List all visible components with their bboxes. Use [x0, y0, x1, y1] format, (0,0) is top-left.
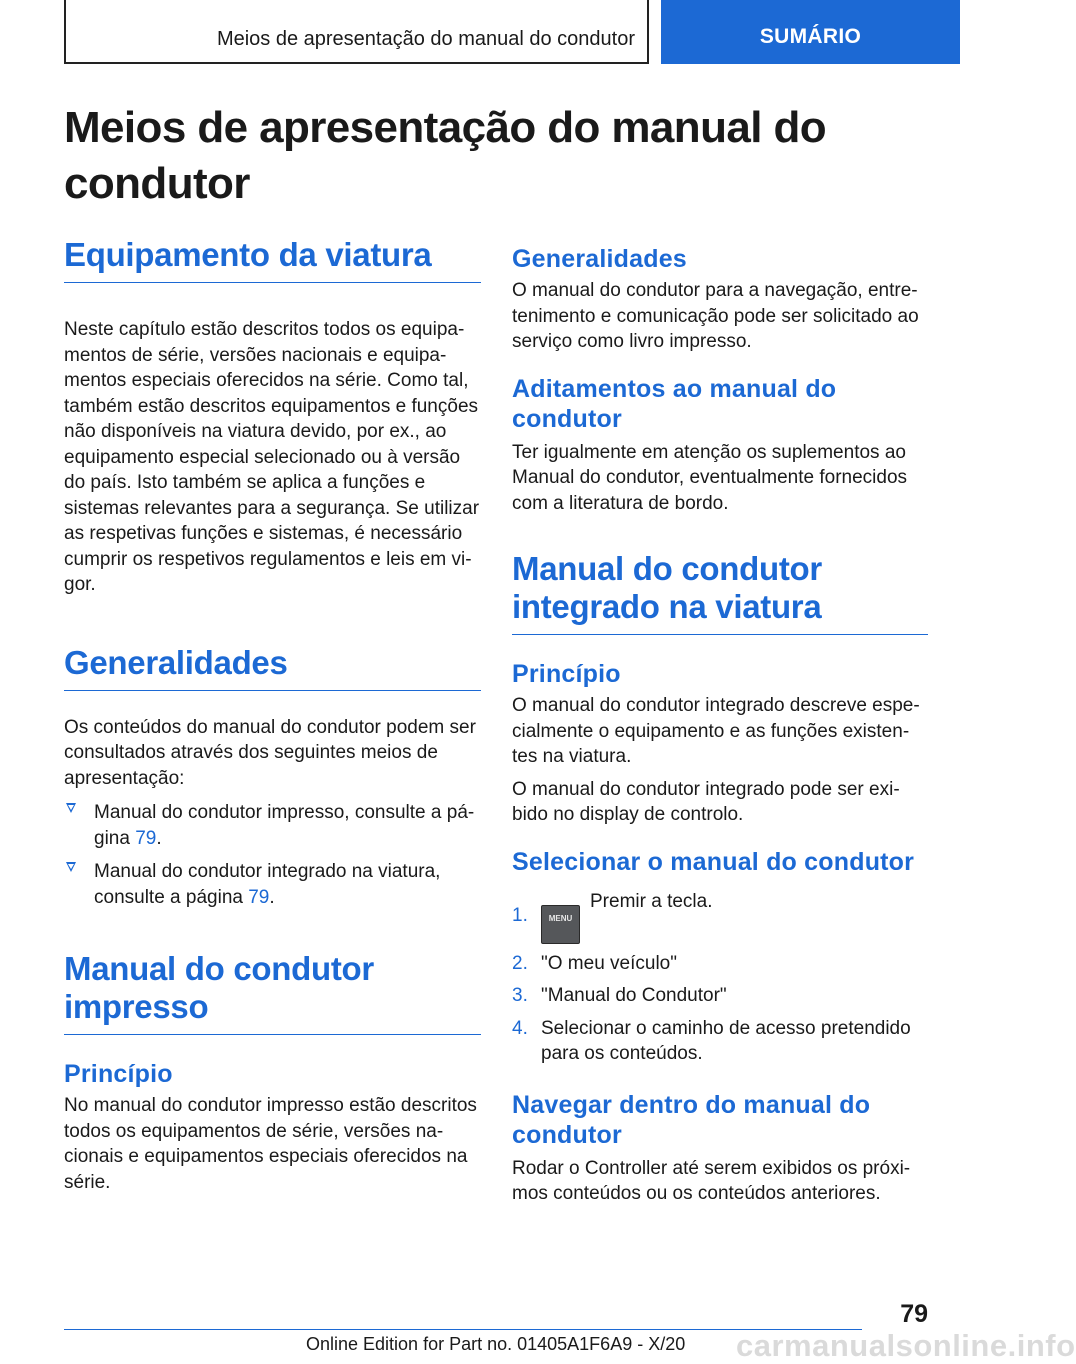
- heading-integrado: Manual do condutor integrado na viatura: [512, 550, 928, 635]
- navegar-paragraph: Rodar o Controller até serem exibidos os próximos conteúdos ou os conteúdos anteriores.: [512, 1157, 911, 1204]
- left-column: [64, 236, 481, 1195]
- heading-generalidades: Generalidades: [64, 644, 481, 691]
- step-number: 4.: [512, 1017, 528, 1039]
- heading-principio: Princípio: [64, 1060, 173, 1088]
- footer-edition: Online Edition for Part no. 01405A1F6A9 - X/20: [306, 1334, 686, 1354]
- header-title: Meios de apresentação do manual do condutor: [216, 28, 635, 50]
- list-item: 1. MENUPremir a tecla.: [512, 889, 928, 944]
- toc-button[interactable]: SUMÁRIO: [661, 0, 960, 64]
- list-item: Manual do condutor integrado na viatura, consulte a página 79.: [64, 859, 481, 910]
- equipamento-paragraph: Neste capítulo estão descritos todos os equipamentos de série, versões nacionais e equipamentos especiais oferecidos na série. Como tal, também estão descritos equipamentos e funções não disponíveis na viatura devido, por ex., ao equipamento especial selecionado ou à versão do país. Isto também se aplica a funções e sistemas relevantes para a segurança. Se utilizar as respetivas funções e sistemas, é necessário cumprir os respetivos regulamentos e leis em vigor.: [64, 319, 480, 595]
- list-item: 4. Selecionar o caminho de acesso pretendido para os conteúdos.: [512, 1017, 911, 1064]
- right-column: [512, 236, 928, 1207]
- list-item: Manual do condutor impresso, consulte a página 79.: [64, 800, 481, 851]
- triangle-bullet-icon: [66, 803, 76, 813]
- heading-aditamentos: Aditamentos ao manual do condutor: [512, 374, 837, 433]
- heading-impresso: Manual do condutor impresso: [64, 950, 481, 1035]
- aditamentos-paragraph: Ter igualmente em atenção os suplementos ao Manual do condutor, eventualmente fornecidos com a literatura de bordo.: [512, 441, 908, 514]
- principio-paragraph-1: O manual do condutor integrado descreve especialmente o equipamento e as funções existentes na viatura.: [512, 695, 920, 767]
- page-link[interactable]: 79: [135, 827, 157, 849]
- impresso-paragraph: No manual do condutor impresso estão descritos todos os equipamentos de série, versões nacionais e equipamentos especiais oferecidos na série.: [64, 1095, 477, 1193]
- media-list: [64, 800, 481, 910]
- triangle-bullet-icon: [66, 862, 76, 872]
- heading-navegar: Navegar dentro do manual do condutor: [512, 1090, 871, 1149]
- list-item: 3. "Manual do Condutor": [512, 983, 928, 1009]
- watermark-logo: carmanualsonline.info: [736, 1328, 1076, 1363]
- heading-equipamento: Equipamento da viatura: [64, 236, 481, 283]
- heading-principio-right: Princípio: [512, 660, 621, 688]
- step-number: 2.: [512, 952, 528, 974]
- step-number: 3.: [512, 985, 528, 1006]
- menu-key-icon: MENU: [541, 905, 580, 944]
- generalidades-right-paragraph: O manual do condutor para a navegação, entretenimento e comunicação pode ser solicitado ao serviço como livro impresso.: [512, 280, 919, 352]
- page-link[interactable]: 79: [248, 886, 270, 908]
- steps-list: [512, 889, 928, 1067]
- heading-selecionar: Selecionar o manual do condutor: [512, 847, 915, 876]
- step-number: 1.: [512, 904, 528, 926]
- list-item: 2. "O meu veículo": [512, 951, 928, 977]
- heading-generalidades-right: Generalidades: [512, 245, 687, 273]
- page-title: Meios de apresentação do manual do condutor: [64, 103, 827, 208]
- principio-paragraph-2: O manual do condutor integrado pode ser exibido no display de controlo.: [512, 778, 900, 825]
- generalidades-paragraph: Os conteúdos do manual do condutor podem ser consultados através dos seguintes meios de apresentação:: [64, 716, 476, 789]
- header-title-box: [64, 0, 649, 64]
- page-number: 79: [900, 1300, 928, 1328]
